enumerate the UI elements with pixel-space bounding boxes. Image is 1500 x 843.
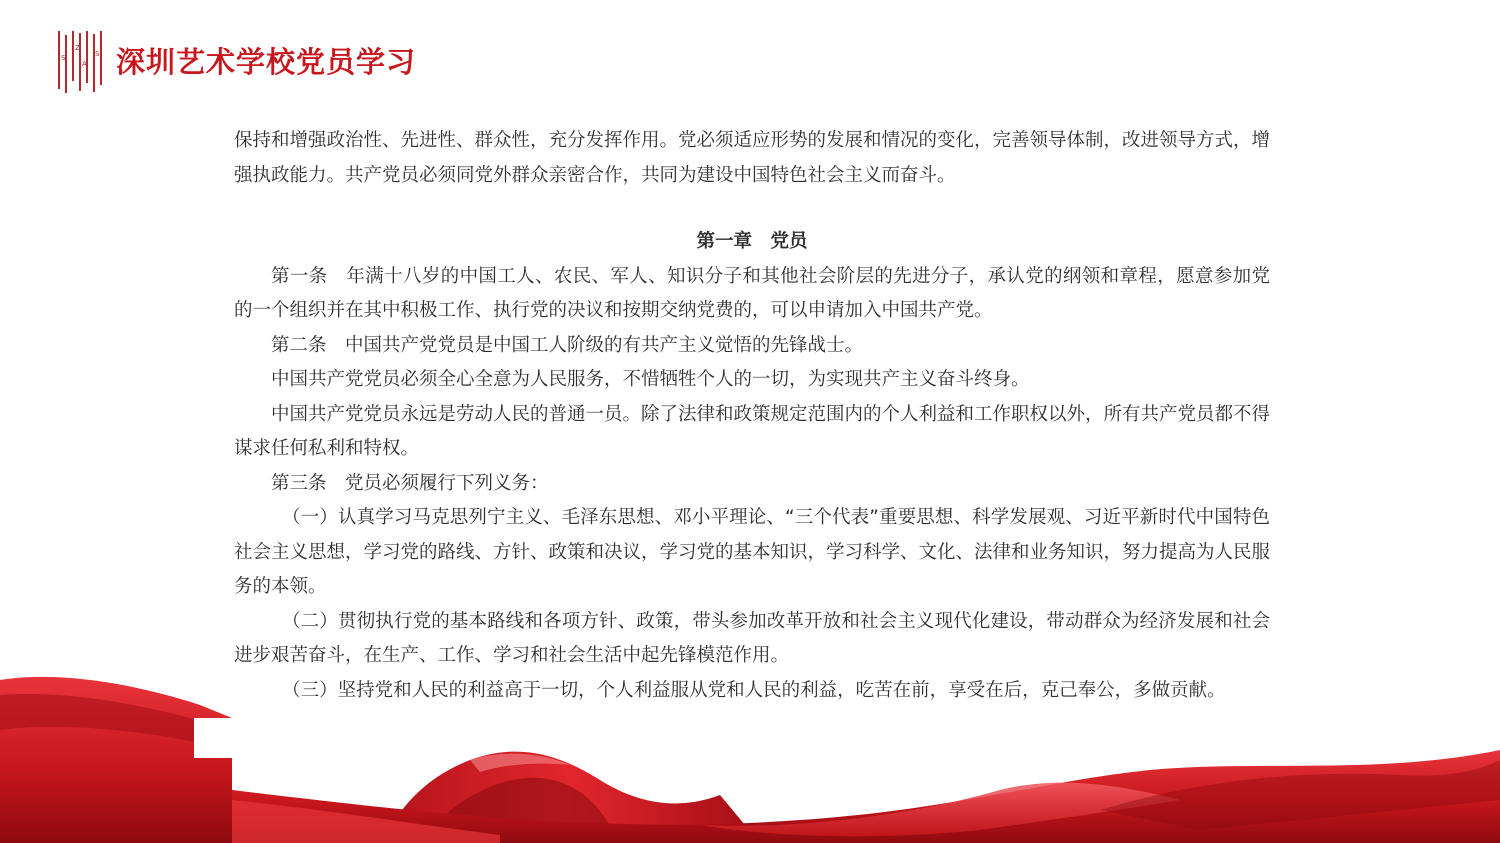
article-1-label: 第一条	[271, 265, 328, 287]
page-title: 深圳艺术学校党员学习	[116, 44, 417, 79]
logo-letter: Z	[75, 44, 80, 52]
logo-letter: A	[82, 60, 87, 68]
article-3-text: 党员必须履行下列义务：	[345, 472, 549, 494]
duty-2: （二）贯彻执行党的基本路线和各项方针、政策，带头参加改革开放和社会主义现代化建设，带动群众为经济发展和社会进步艰苦奋斗，在生产、工作、学习和社会生活中起先锋模范作用。	[234, 610, 1270, 666]
article-2-text: 中国共产党党员是中国工人阶级的有共产主义觉悟的先锋战士。	[345, 334, 864, 356]
school-logo	[56, 31, 104, 89]
document-body	[234, 124, 1270, 708]
article-2	[234, 329, 1270, 364]
red-ribbon-decoration	[0, 660, 1500, 843]
chapter-title: 第一章 党员	[696, 231, 808, 252]
article-3-label: 第三条	[271, 472, 327, 494]
article-3	[234, 467, 1270, 502]
duty-1: （一）认真学习马克思列宁主义、毛泽东思想、邓小平理论、“三个代表”重要思想、科学发展观、习近平新时代中国特色社会主义思想，学习党的路线、方针、政策和决议，学习党的基本知识，学习科学、文化、法律和业务知识，努力提高为人民服务的本领。	[234, 507, 1271, 597]
duty-3: （三）坚持党和人民的利益高于一切，个人利益服从党和人民的利益，吃苦在前，享受在后，克己奉公，多做贡献。	[282, 679, 1226, 701]
article-1-text: 年满十八岁的中国工人、农民、军人、知识分子和其他社会阶层的先进分子，承认党的纲领和章程，愿意参加党的一个组织并在其中积极工作、执行党的决议和按期交纳党费的，可以申请加入中国共产党。	[234, 265, 1270, 321]
logo-letter: S	[95, 50, 100, 58]
logo-letter: S	[61, 54, 66, 62]
paragraph-a: 中国共产党党员必须全心全意为人民服务，不惜牺牲个人的一切，为实现共产主义奋斗终身。	[271, 369, 1030, 390]
paragraph-b: 中国共产党党员永远是劳动人民的普通一员。除了法律和政策规定范围内的个人利益和工作职权以外，所有共产党员都不得谋求任何私利和特权。	[234, 403, 1271, 459]
article-2-label: 第二条	[271, 334, 327, 356]
intro-paragraph: 保持和增强政治性、先进性、群众性，充分发挥作用。党必须适应形势的发展和情况的变化，完善领导体制，改进领导方式，增强执政能力。共产党员必须同党外群众亲密合作，共同为建设中国特色社会主义而奋斗。	[234, 130, 1271, 186]
header	[56, 30, 416, 90]
article-1	[234, 260, 1270, 329]
